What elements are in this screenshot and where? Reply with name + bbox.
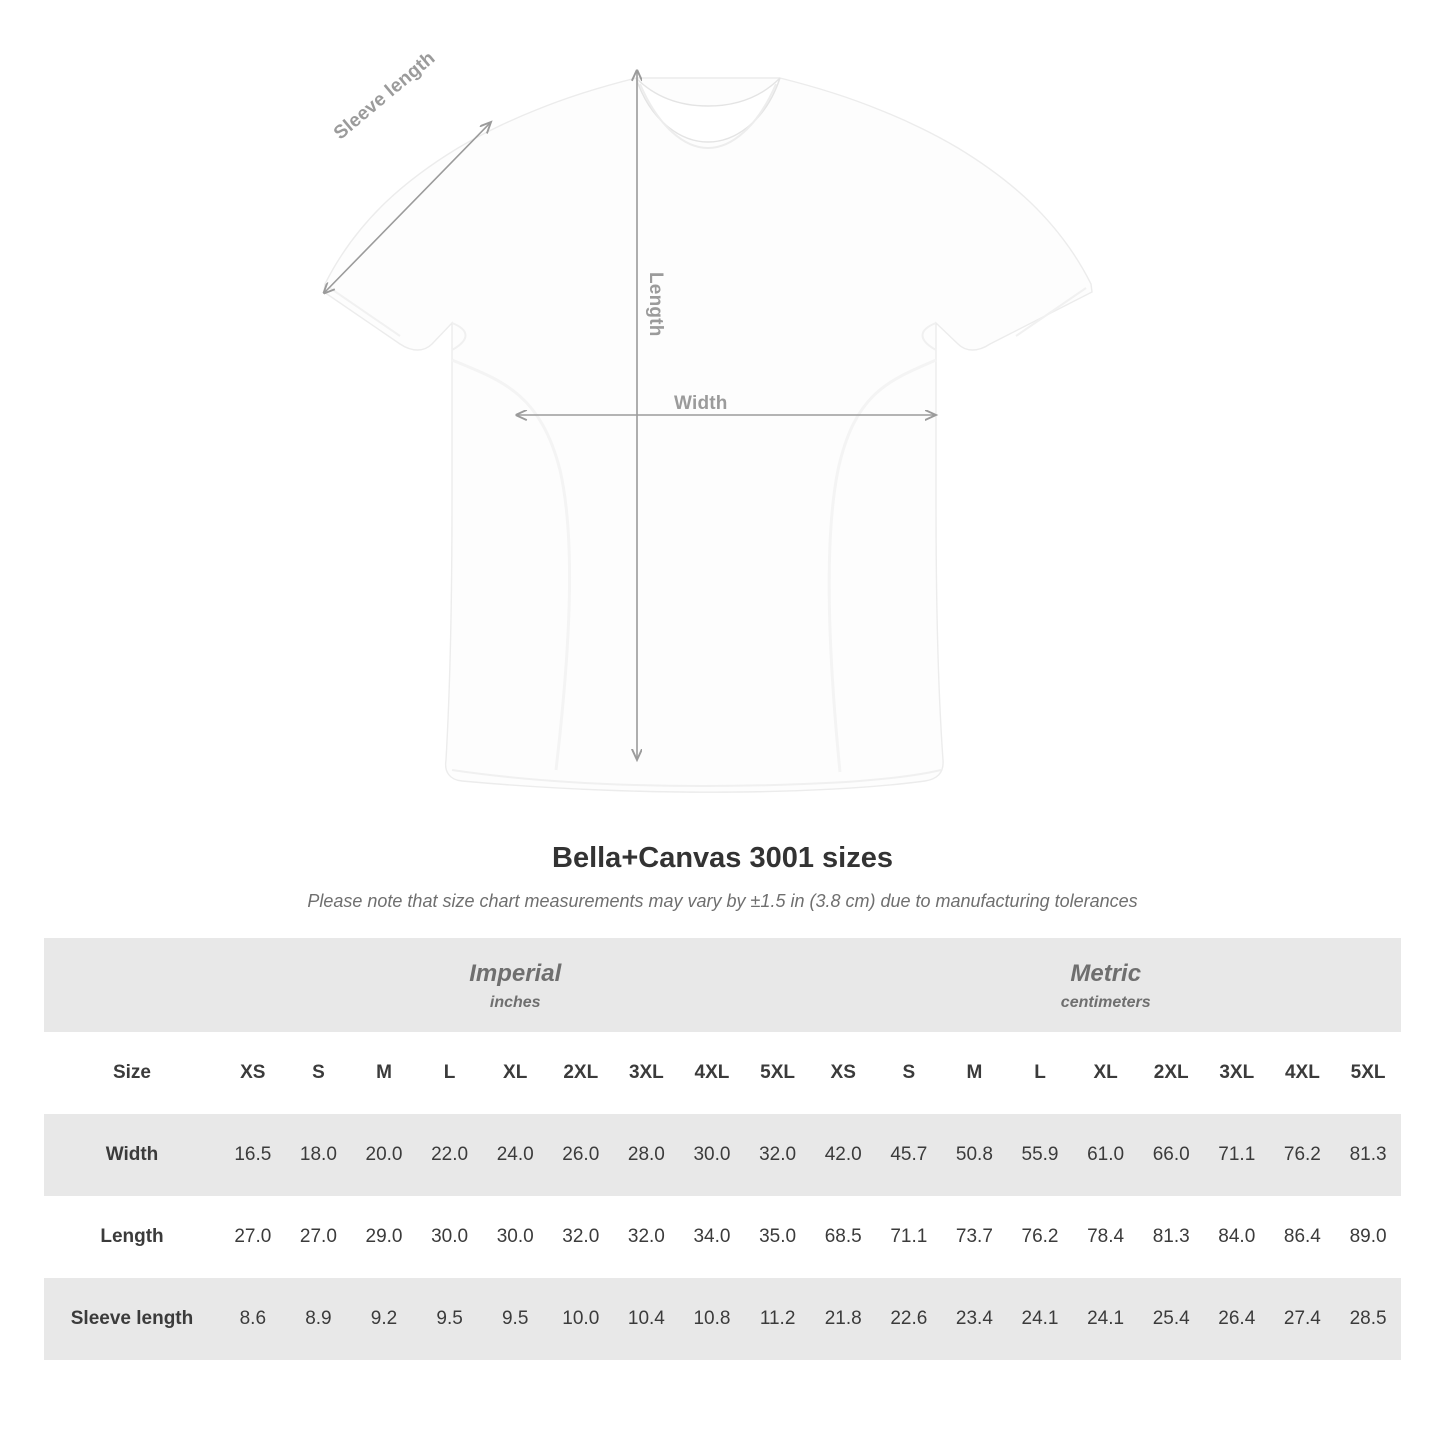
length-4xl-in: 34.0 (679, 1196, 745, 1278)
sleeve-m-in: 9.2 (351, 1278, 417, 1360)
row-label-sleeve-length: Sleeve length (44, 1278, 220, 1360)
width-3xl-in: 28.0 (614, 1114, 680, 1196)
length-s-in: 27.0 (286, 1196, 352, 1278)
size-header-label: Size (44, 1032, 220, 1114)
width-l-in: 22.0 (417, 1114, 483, 1196)
width-m-cm: 50.8 (942, 1114, 1008, 1196)
sleeve-5xl-cm: 28.5 (1335, 1278, 1401, 1360)
table-row (44, 1114, 1401, 1196)
length-4xl-cm: 86.4 (1270, 1196, 1336, 1278)
width-m-in: 20.0 (351, 1114, 417, 1196)
length-3xl-cm: 84.0 (1204, 1196, 1270, 1278)
table-row (44, 1278, 1401, 1360)
length-l-cm: 76.2 (1007, 1196, 1073, 1278)
sleeve-xs-cm: 21.8 (810, 1278, 876, 1360)
unit-group-metric (810, 938, 1401, 1032)
length-3xl-in: 32.0 (614, 1196, 680, 1278)
width-2xl-in: 26.0 (548, 1114, 614, 1196)
unit-corner-cell (44, 938, 220, 1032)
sleeve-xl-in: 9.5 (482, 1278, 548, 1360)
row-label-length: Length (44, 1196, 220, 1278)
length-2xl-in: 32.0 (548, 1196, 614, 1278)
size-col-10: S (876, 1032, 942, 1114)
sleeve-3xl-in: 10.4 (614, 1278, 680, 1360)
sleeve-xs-in: 8.6 (220, 1278, 286, 1360)
width-s-in: 18.0 (286, 1114, 352, 1196)
size-table (44, 938, 1401, 1360)
sleeve-l-in: 9.5 (417, 1278, 483, 1360)
sleeve-l-cm: 24.1 (1007, 1278, 1073, 1360)
width-3xl-cm: 71.1 (1204, 1114, 1270, 1196)
length-m-cm: 73.7 (942, 1196, 1008, 1278)
length-dimension-label: Length (645, 272, 666, 337)
size-col-0: XS (220, 1032, 286, 1114)
width-5xl-in: 32.0 (745, 1114, 811, 1196)
size-col-7: 4XL (679, 1032, 745, 1114)
width-l-cm: 55.9 (1007, 1114, 1073, 1196)
metric-sub: centimeters (1060, 994, 1151, 1011)
sleeve-2xl-in: 10.0 (548, 1278, 614, 1360)
width-xl-cm: 61.0 (1073, 1114, 1139, 1196)
length-l-in: 30.0 (417, 1196, 483, 1278)
sleeve-m-cm: 23.4 (942, 1278, 1008, 1360)
size-col-4: XL (482, 1032, 548, 1114)
length-m-in: 29.0 (351, 1196, 417, 1278)
sleeve-4xl-in: 10.8 (679, 1278, 745, 1360)
metric-name: Metric (1070, 960, 1142, 987)
page-title: Bella+Canvas 3001 sizes (552, 842, 893, 874)
sleeve-4xl-cm: 27.4 (1270, 1278, 1336, 1360)
size-col-6: 3XL (614, 1032, 680, 1114)
width-2xl-cm: 66.0 (1138, 1114, 1204, 1196)
sleeve-xl-cm: 24.1 (1073, 1278, 1139, 1360)
length-xl-cm: 78.4 (1073, 1196, 1139, 1278)
length-5xl-cm: 89.0 (1335, 1196, 1401, 1278)
width-xl-in: 24.0 (482, 1114, 548, 1196)
sleeve-2xl-cm: 25.4 (1138, 1278, 1204, 1360)
size-col-15: 3XL (1204, 1032, 1270, 1114)
size-col-1: S (286, 1032, 352, 1114)
imperial-name: Imperial (469, 960, 562, 987)
size-col-12: L (1007, 1032, 1073, 1114)
length-xl-in: 30.0 (482, 1196, 548, 1278)
size-header-row (44, 1032, 1401, 1114)
size-col-3: L (417, 1032, 483, 1114)
width-xs-cm: 42.0 (810, 1114, 876, 1196)
size-table-wrapper (44, 938, 1401, 1360)
width-5xl-cm: 81.3 (1335, 1114, 1401, 1196)
title-block (0, 842, 1445, 912)
width-4xl-cm: 76.2 (1270, 1114, 1336, 1196)
sleeve-length-dimension-label: Sleeve length (330, 47, 440, 145)
sleeve-5xl-in: 11.2 (745, 1278, 811, 1360)
table-row (44, 1196, 1401, 1278)
length-5xl-in: 35.0 (745, 1196, 811, 1278)
size-col-11: M (942, 1032, 1008, 1114)
row-label-width: Width (44, 1114, 220, 1196)
shirt-shape (324, 78, 1092, 792)
length-s-cm: 71.1 (876, 1196, 942, 1278)
length-xs-cm: 68.5 (810, 1196, 876, 1278)
unit-group-imperial (220, 938, 810, 1032)
width-s-cm: 45.7 (876, 1114, 942, 1196)
width-4xl-in: 30.0 (679, 1114, 745, 1196)
length-2xl-cm: 81.3 (1138, 1196, 1204, 1278)
size-col-17: 5XL (1335, 1032, 1401, 1114)
length-xs-in: 27.0 (220, 1196, 286, 1278)
size-col-13: XL (1073, 1032, 1139, 1114)
size-col-16: 4XL (1270, 1032, 1336, 1114)
sleeve-s-in: 8.9 (286, 1278, 352, 1360)
width-xs-in: 16.5 (220, 1114, 286, 1196)
size-col-5: 2XL (548, 1032, 614, 1114)
size-col-2: M (351, 1032, 417, 1114)
unit-header-row (44, 938, 1401, 1032)
size-col-9: XS (810, 1032, 876, 1114)
size-col-14: 2XL (1138, 1032, 1204, 1114)
sleeve-s-cm: 22.6 (876, 1278, 942, 1360)
tolerance-note: Please note that size chart measurements may vary by ±1.5 in (3.8 cm) due to manufacturing tolerances (307, 891, 1138, 911)
sleeve-3xl-cm: 26.4 (1204, 1278, 1270, 1360)
imperial-sub: inches (489, 994, 541, 1011)
size-col-8: 5XL (745, 1032, 811, 1114)
width-dimension-label: Width (674, 393, 728, 414)
